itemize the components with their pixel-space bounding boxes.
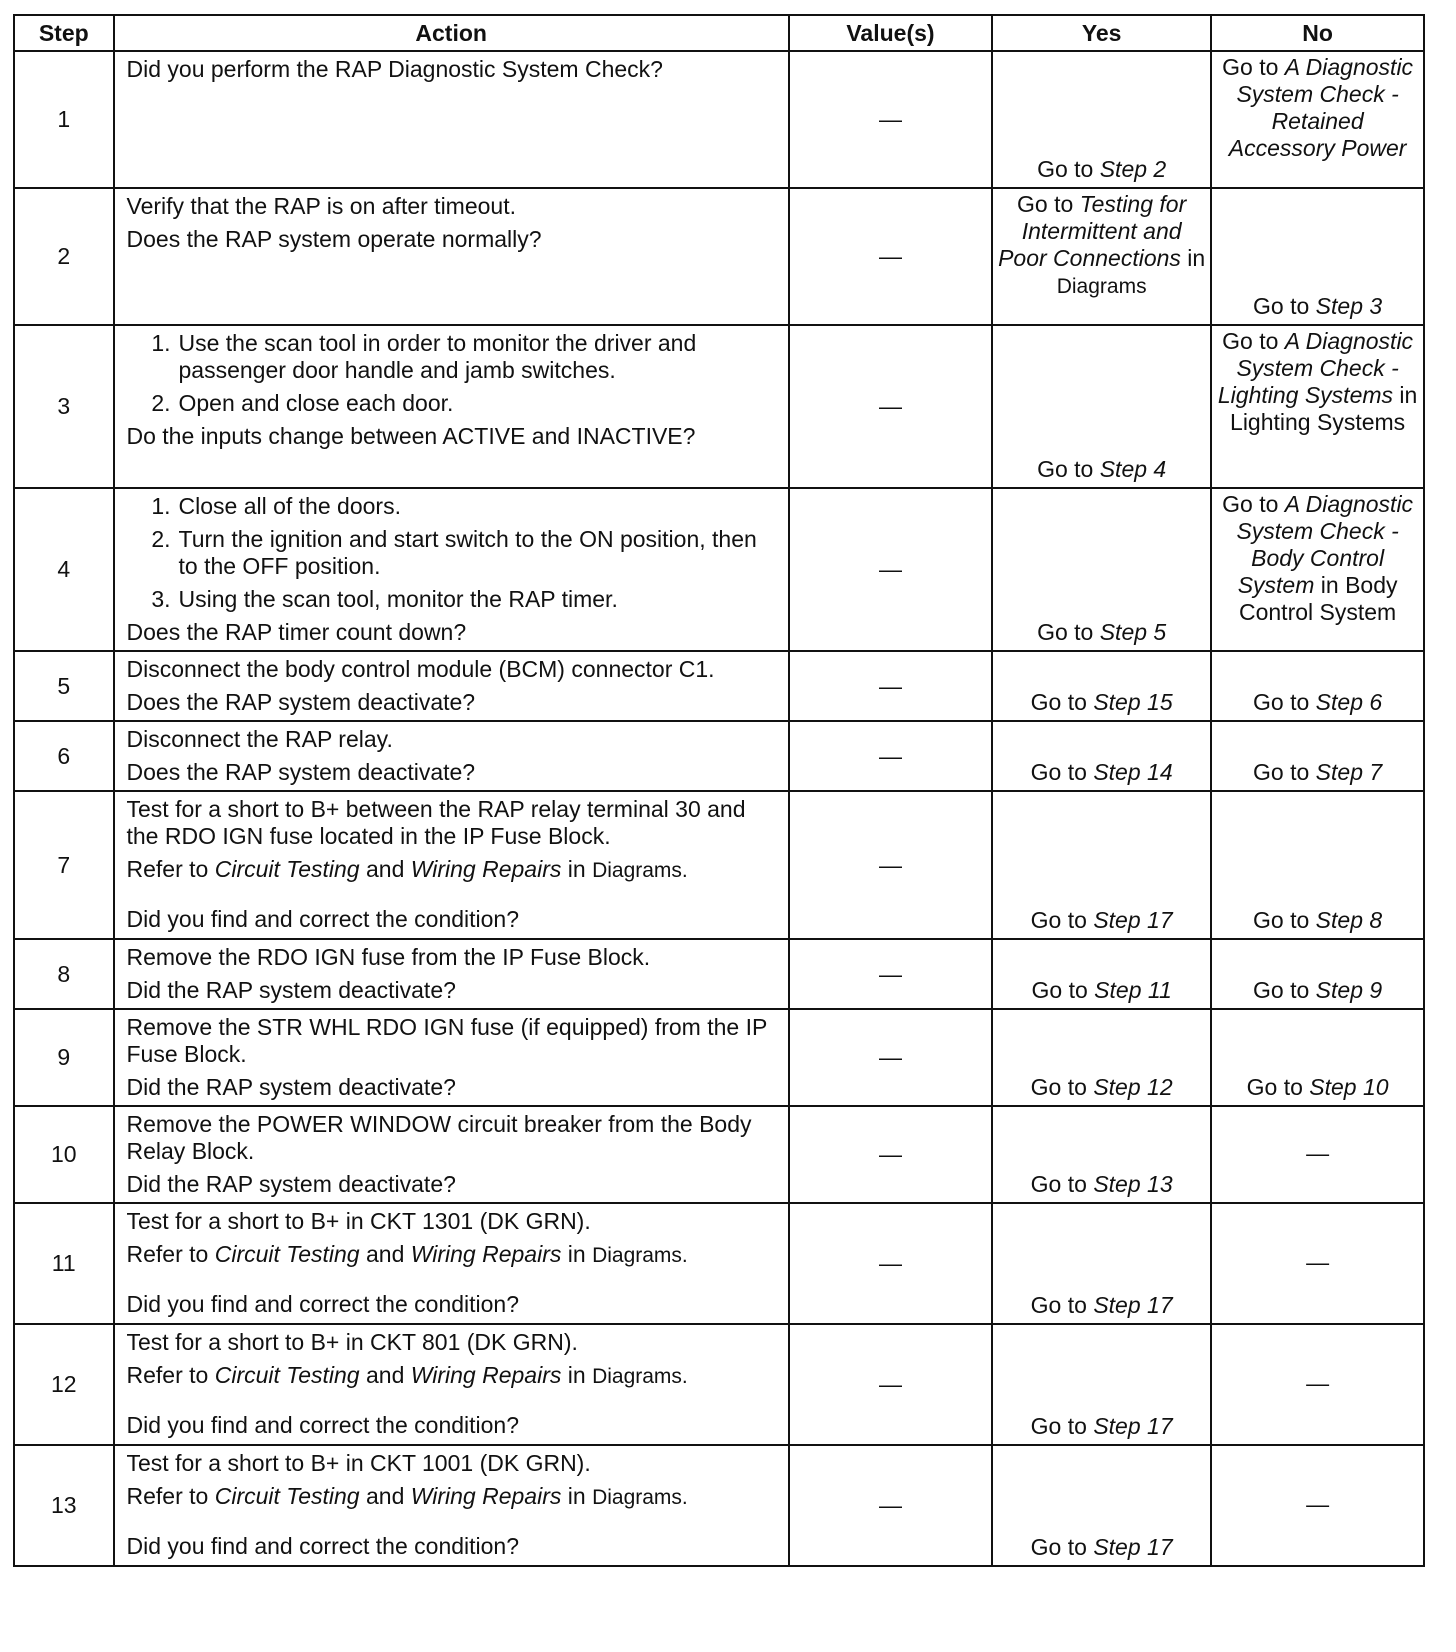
no-prefix: Go to bbox=[1253, 759, 1316, 785]
no-prefix: Go to bbox=[1253, 689, 1316, 715]
value-cell: — bbox=[789, 1445, 992, 1566]
yes-cell bbox=[992, 651, 1211, 721]
step-number: 4 bbox=[14, 488, 114, 651]
no-link: Step 10 bbox=[1309, 1074, 1389, 1100]
table-row bbox=[14, 1009, 1424, 1106]
value-cell: — bbox=[789, 51, 992, 188]
step-number: 5 bbox=[14, 651, 114, 721]
no-cell: — bbox=[1211, 1203, 1424, 1324]
yes-prefix: Go to bbox=[1030, 689, 1094, 715]
yes-cell bbox=[992, 939, 1211, 1009]
action-refer: Refer to Circuit Testing and Wiring Repairs in Diagrams. bbox=[126, 856, 688, 882]
yes-prefix: Go to bbox=[1017, 191, 1080, 217]
yes-prefix: Go to bbox=[1037, 456, 1100, 482]
table-row bbox=[14, 721, 1424, 791]
action-cell bbox=[114, 325, 789, 488]
no-link: Step 7 bbox=[1315, 759, 1383, 785]
yes-link: Step 17 bbox=[1093, 1413, 1173, 1439]
table-row bbox=[14, 1445, 1424, 1566]
header-no: No bbox=[1211, 15, 1424, 51]
no-cell bbox=[1211, 325, 1424, 488]
action-cell bbox=[114, 51, 789, 188]
action-question: Does the RAP system operate normally? bbox=[126, 226, 542, 252]
action-question: Did you perform the RAP Diagnostic System Check? bbox=[126, 56, 663, 82]
yes-prefix: Go to bbox=[1030, 1534, 1094, 1560]
action-instruction: Disconnect the RAP relay. bbox=[126, 726, 393, 752]
list-item: 1. Close all of the doors. bbox=[151, 493, 401, 519]
yes-link: Step 15 bbox=[1093, 689, 1173, 715]
action-cell bbox=[114, 651, 789, 721]
header-step: Step bbox=[14, 15, 114, 51]
no-link: Step 6 bbox=[1315, 689, 1383, 715]
header-row bbox=[14, 15, 1424, 51]
yes-cell bbox=[992, 1445, 1211, 1566]
yes-link: Step 5 bbox=[1099, 619, 1167, 645]
no-prefix: Go to bbox=[1253, 293, 1316, 319]
action-cell bbox=[114, 1203, 789, 1324]
no-cell: — bbox=[1211, 1106, 1424, 1203]
table-row bbox=[14, 51, 1424, 188]
no-prefix: Go to bbox=[1253, 977, 1316, 1003]
no-link: Step 3 bbox=[1315, 293, 1383, 319]
yes-prefix: Go to bbox=[1030, 1171, 1094, 1197]
table-row bbox=[14, 791, 1424, 939]
yes-cell bbox=[992, 1106, 1211, 1203]
action-cell bbox=[114, 1324, 789, 1445]
no-prefix: Go to bbox=[1222, 491, 1285, 517]
no-cell bbox=[1211, 651, 1424, 721]
no-cell bbox=[1211, 51, 1424, 188]
header-yes: Yes bbox=[992, 15, 1211, 51]
no-cell bbox=[1211, 791, 1424, 939]
list-item: 3. Using the scan tool, monitor the RAP timer. bbox=[151, 586, 618, 612]
header-action: Action bbox=[114, 15, 789, 51]
table-row bbox=[14, 1324, 1424, 1445]
action-question: Did you find and correct the condition? bbox=[126, 1412, 520, 1438]
yes-cell bbox=[992, 325, 1211, 488]
yes-link: Step 17 bbox=[1093, 1534, 1173, 1560]
yes-cell bbox=[992, 188, 1211, 325]
action-instruction: Test for a short to B+ in CKT 801 (DK GRN). bbox=[126, 1329, 578, 1355]
value-cell: — bbox=[789, 721, 992, 791]
yes-prefix: Go to bbox=[1030, 1292, 1094, 1318]
action-refer: Refer to Circuit Testing and Wiring Repairs in Diagrams. bbox=[126, 1241, 688, 1267]
no-link: A Diagnostic System Check - Body Control System bbox=[1236, 491, 1414, 598]
yes-link: Step 2 bbox=[1099, 156, 1167, 182]
action-cell bbox=[114, 188, 789, 325]
action-instruction: Test for a short to B+ between the RAP relay terminal 30 and the RDO IGN fuse located in the IP Fuse Block. bbox=[126, 796, 746, 849]
list-item: 2. Open and close each door. bbox=[151, 390, 454, 416]
yes-cell bbox=[992, 1203, 1211, 1324]
step-number: 8 bbox=[14, 939, 114, 1009]
table-row bbox=[14, 651, 1424, 721]
step-number: 2 bbox=[14, 188, 114, 325]
no-cell bbox=[1211, 188, 1424, 325]
no-mid: in Lighting Systems bbox=[1230, 382, 1418, 435]
yes-post: Diagrams bbox=[1056, 275, 1147, 298]
action-cell bbox=[114, 721, 789, 791]
yes-prefix: Go to bbox=[1030, 1413, 1094, 1439]
action-instruction: Remove the RDO IGN fuse from the IP Fuse Block. bbox=[126, 944, 651, 970]
yes-prefix: Go to bbox=[1037, 619, 1100, 645]
no-cell bbox=[1211, 939, 1424, 1009]
action-instruction: Disconnect the body control module (BCM) connector C1. bbox=[126, 656, 715, 682]
no-prefix: Go to bbox=[1246, 1074, 1310, 1100]
yes-link: Step 13 bbox=[1093, 1171, 1173, 1197]
value-cell: — bbox=[789, 188, 992, 325]
action-cell bbox=[114, 1445, 789, 1566]
step-number: 11 bbox=[14, 1203, 114, 1324]
table-row bbox=[14, 939, 1424, 1009]
value-cell: — bbox=[789, 939, 992, 1009]
table-row bbox=[14, 488, 1424, 651]
action-question: Does the RAP system deactivate? bbox=[126, 759, 476, 785]
no-prefix: Go to bbox=[1253, 907, 1316, 933]
action-steps-list bbox=[127, 493, 778, 613]
yes-link: Step 17 bbox=[1093, 1292, 1173, 1318]
action-question: Did the RAP system deactivate? bbox=[126, 1074, 456, 1100]
yes-link: Step 4 bbox=[1099, 456, 1167, 482]
action-instruction: Verify that the RAP is on after timeout. bbox=[126, 193, 516, 219]
action-refer: Refer to Circuit Testing and Wiring Repairs in Diagrams. bbox=[126, 1483, 688, 1509]
yes-link: Testing for Intermittent and Poor Connections bbox=[998, 191, 1187, 271]
step-number: 9 bbox=[14, 1009, 114, 1106]
list-item: 1. Use the scan tool in order to monitor the driver and passenger door handle and jamb switches. bbox=[151, 330, 697, 383]
action-cell bbox=[114, 791, 789, 939]
yes-cell bbox=[992, 721, 1211, 791]
step-number: 13 bbox=[14, 1445, 114, 1566]
no-prefix: Go to bbox=[1222, 328, 1285, 354]
no-mid: in Body Control System bbox=[1238, 572, 1398, 625]
table-row bbox=[14, 1203, 1424, 1324]
value-cell: — bbox=[789, 651, 992, 721]
value-cell: — bbox=[789, 791, 992, 939]
no-link: Step 9 bbox=[1315, 977, 1383, 1003]
yes-mid: in bbox=[1180, 245, 1206, 271]
no-cell: — bbox=[1211, 1445, 1424, 1566]
yes-cell bbox=[992, 1324, 1211, 1445]
action-instruction: Test for a short to B+ in CKT 1001 (DK GRN). bbox=[126, 1450, 591, 1476]
value-cell: — bbox=[789, 1324, 992, 1445]
step-number: 1 bbox=[14, 51, 114, 188]
value-cell: — bbox=[789, 488, 992, 651]
step-number: 12 bbox=[14, 1324, 114, 1445]
table-row bbox=[14, 188, 1424, 325]
value-cell: — bbox=[789, 1009, 992, 1106]
action-question: Did the RAP system deactivate? bbox=[126, 977, 456, 1003]
action-instruction: Test for a short to B+ in CKT 1301 (DK GRN). bbox=[126, 1208, 591, 1234]
yes-link: Step 12 bbox=[1093, 1074, 1173, 1100]
yes-prefix: Go to bbox=[1037, 156, 1100, 182]
header-values: Value(s) bbox=[789, 15, 992, 51]
yes-link: Step 14 bbox=[1093, 759, 1173, 785]
no-link: A Diagnostic System Check - Lighting Systems bbox=[1217, 328, 1414, 408]
table-row bbox=[14, 1106, 1424, 1203]
step-number: 10 bbox=[14, 1106, 114, 1203]
action-question: Does the RAP system deactivate? bbox=[126, 689, 476, 715]
no-cell bbox=[1211, 721, 1424, 791]
yes-cell bbox=[992, 791, 1211, 939]
value-cell: — bbox=[789, 325, 992, 488]
value-cell: — bbox=[789, 1203, 992, 1324]
yes-link: Step 17 bbox=[1093, 907, 1173, 933]
yes-prefix: Go to bbox=[1030, 759, 1094, 785]
yes-prefix: Go to bbox=[1030, 1074, 1094, 1100]
action-instruction: Remove the STR WHL RDO IGN fuse (if equipped) from the IP Fuse Block. bbox=[126, 1014, 767, 1067]
action-question: Did you find and correct the condition? bbox=[126, 1291, 520, 1317]
yes-prefix: Go to bbox=[1030, 907, 1094, 933]
step-number: 3 bbox=[14, 325, 114, 488]
yes-cell bbox=[992, 488, 1211, 651]
action-cell bbox=[114, 1009, 789, 1106]
yes-link: Step 11 bbox=[1094, 977, 1172, 1003]
action-cell bbox=[114, 488, 789, 651]
action-cell bbox=[114, 939, 789, 1009]
yes-cell bbox=[992, 51, 1211, 188]
step-number: 6 bbox=[14, 721, 114, 791]
no-cell: — bbox=[1211, 1324, 1424, 1445]
yes-prefix: Go to bbox=[1031, 977, 1095, 1003]
no-prefix: Go to bbox=[1222, 54, 1285, 80]
value-cell: — bbox=[789, 1106, 992, 1203]
action-question: Do the inputs change between ACTIVE and INACTIVE? bbox=[126, 423, 696, 449]
diagnostic-table bbox=[13, 14, 1425, 1567]
action-question: Did the RAP system deactivate? bbox=[126, 1171, 456, 1197]
table-row bbox=[14, 325, 1424, 488]
action-cell bbox=[114, 1106, 789, 1203]
action-question: Did you find and correct the condition? bbox=[126, 906, 520, 932]
yes-cell bbox=[992, 1009, 1211, 1106]
no-link: A Diagnostic System Check - Retained Accessory Power bbox=[1228, 54, 1414, 161]
list-item: 2. Turn the ignition and start switch to the ON position, then to the OFF position. bbox=[151, 526, 757, 579]
action-steps-list bbox=[127, 330, 778, 417]
action-instruction: Remove the POWER WINDOW circuit breaker from the Body Relay Block. bbox=[126, 1111, 752, 1164]
action-question: Did you find and correct the condition? bbox=[126, 1533, 520, 1559]
no-link: Step 8 bbox=[1315, 907, 1383, 933]
action-question: Does the RAP timer count down? bbox=[126, 619, 467, 645]
step-number: 7 bbox=[14, 791, 114, 939]
no-cell bbox=[1211, 1009, 1424, 1106]
action-refer: Refer to Circuit Testing and Wiring Repairs in Diagrams. bbox=[126, 1362, 688, 1388]
no-cell bbox=[1211, 488, 1424, 651]
